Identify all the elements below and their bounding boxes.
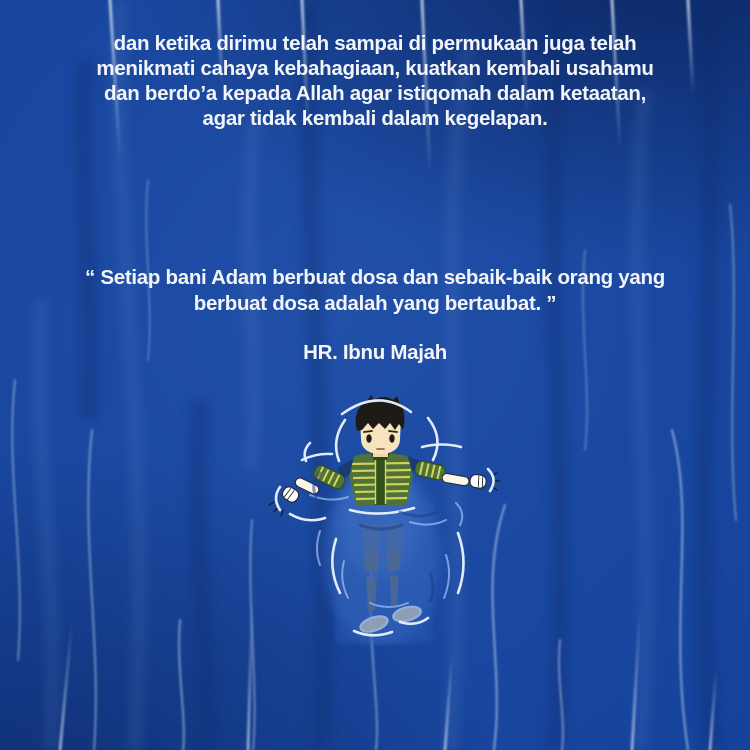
left-eye (366, 434, 371, 443)
intro-line-2: menikmati cahaya kebahagiaan, kuatkan kembali usahamu (96, 57, 654, 80)
intro-line-4: agar tidak kembali dalam kegelapan. (202, 107, 548, 130)
intro-text (0, 31, 750, 131)
floating-person-illustration (250, 383, 510, 645)
intro-line-3: dan berdo’a kepada Allah agar istiqomah dalam ketaatan, (103, 82, 647, 105)
left-eyebrow (364, 431, 372, 432)
intro-line-1: dan ketika dirimu telah sampai di permukaan juga telah (113, 32, 637, 55)
right-hand (469, 474, 487, 489)
hadith-attribution: HR. Ibnu Majah (303, 341, 447, 364)
hadith-line-1: “ Setiap bani Adam berbuat dosa dan sebaik-baik orang yang (85, 266, 665, 289)
right-eyebrow (389, 431, 397, 432)
left-hand (280, 485, 300, 505)
jacket (349, 451, 413, 505)
hadith-quote (0, 265, 750, 317)
right-eye (389, 434, 394, 443)
hadith-line-2: berbuat dosa adalah yang bertaubat. ” (193, 292, 557, 315)
